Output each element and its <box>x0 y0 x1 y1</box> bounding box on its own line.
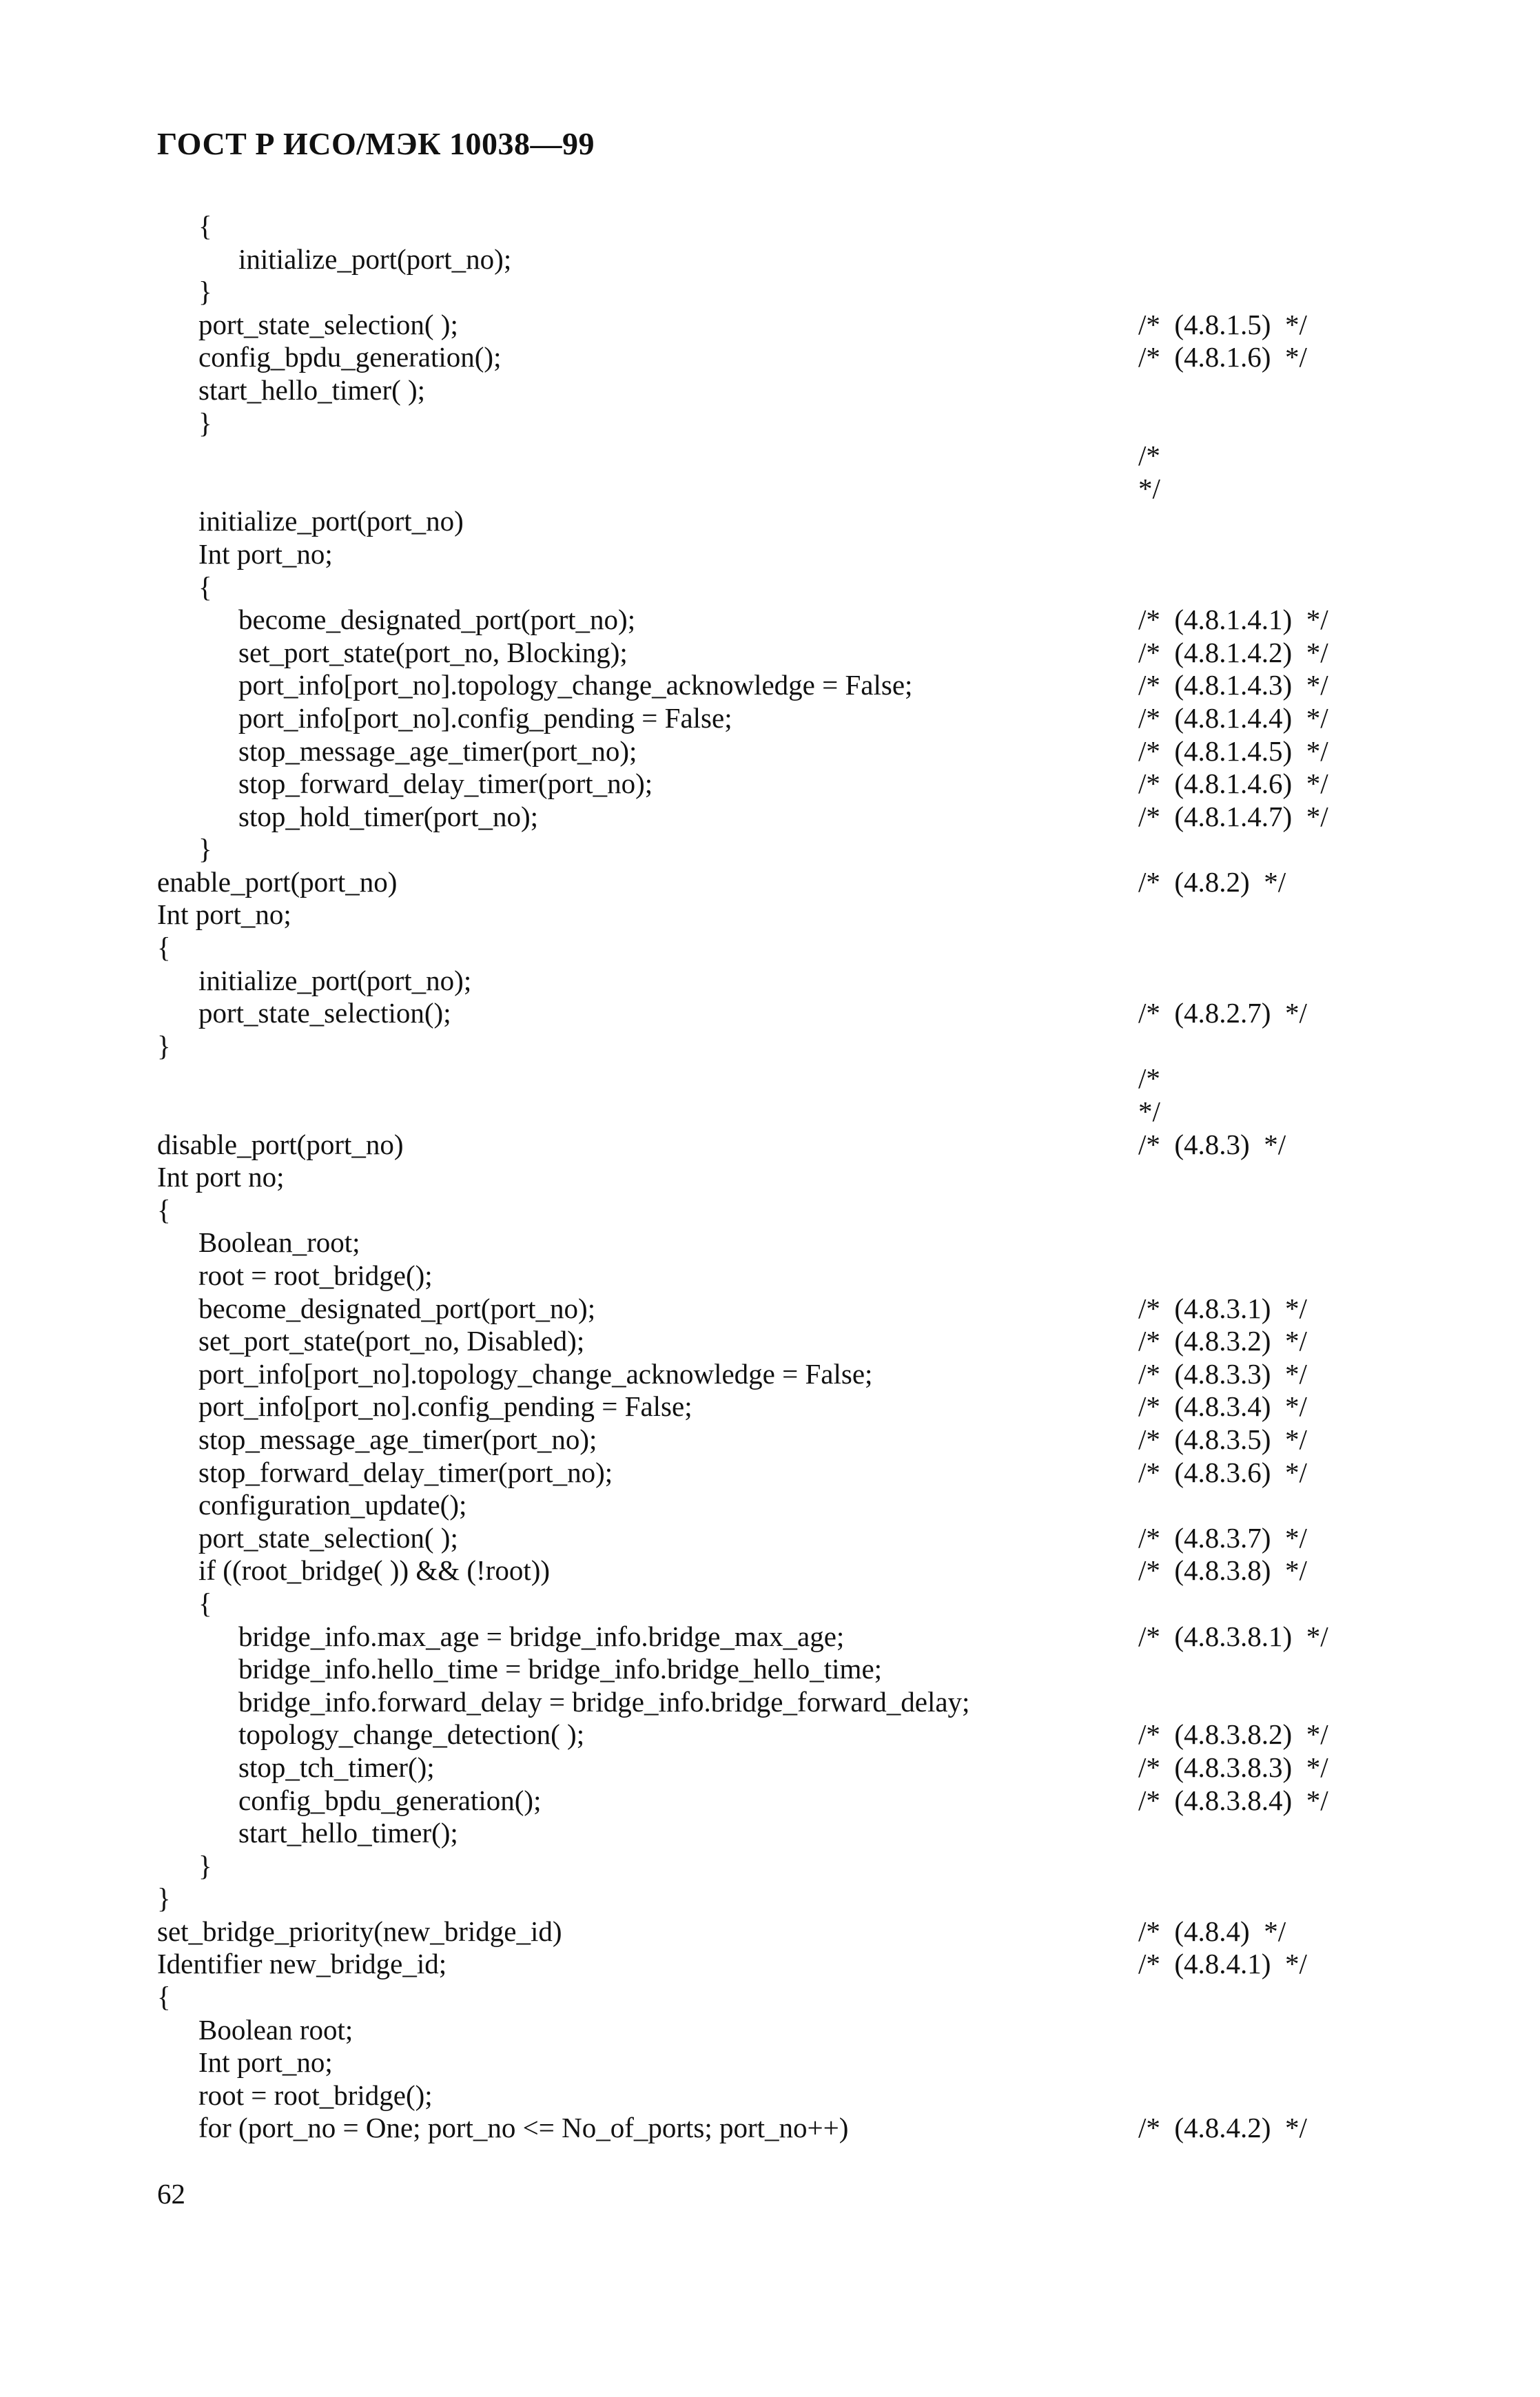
code-line <box>0 2014 1540 2047</box>
code-comment: /* (4.8.1.4.5) */ <box>1138 734 1328 767</box>
code-comment: /* (4.8.1.6) */ <box>1138 341 1307 373</box>
code-text: initialize_port(port_no); <box>198 964 472 996</box>
code-line <box>0 2112 1540 2145</box>
code-text: bridge_info.max_age = bridge_info.bridge_max_age; <box>238 1620 845 1652</box>
code-line <box>0 1915 1540 1948</box>
code-text: config_bpdu_generation(); <box>198 341 502 373</box>
code-text: port_state_selection( ); <box>198 1521 458 1554</box>
code-comment: /* (4.8.3.6) */ <box>1138 1456 1307 1488</box>
code-text: Boolean root; <box>198 2013 353 2046</box>
code-text: set_port_state(port_no, Blocking); <box>238 636 628 668</box>
code-line <box>0 505 1540 538</box>
code-line <box>0 1062 1540 1095</box>
code-text: configuration_update(); <box>198 1489 467 1521</box>
code-text: initialize_port(port_no); <box>238 243 512 275</box>
code-comment: /* (4.8.1.4.3) */ <box>1138 669 1328 701</box>
code-line <box>0 1621 1540 1654</box>
code-comment: /* (4.8.3.3) */ <box>1138 1357 1307 1390</box>
code-text: stop_tch_timer(); <box>238 1751 435 1783</box>
code-text: } <box>198 1849 212 1882</box>
code-line <box>0 1259 1540 1293</box>
code-line <box>0 1129 1540 1162</box>
code-text: } <box>157 1029 171 1062</box>
code-text: } <box>198 833 212 865</box>
code-comment: /* (4.8.3.5) */ <box>1138 1423 1307 1455</box>
code-text: } <box>198 276 212 308</box>
code-text: start_hello_timer(); <box>238 1817 458 1849</box>
code-line <box>0 276 1540 309</box>
code-comment: */ <box>1138 472 1160 504</box>
code-comment: /* (4.8.4.1) */ <box>1138 1948 1307 1980</box>
code-line <box>0 669 1540 702</box>
code-text: { <box>198 1587 212 1619</box>
code-text: set_port_state(port_no, Disabled); <box>198 1325 585 1357</box>
code-line <box>0 1226 1540 1259</box>
code-line <box>0 1161 1540 1194</box>
code-text: stop_message_age_timer(port_no); <box>238 734 637 767</box>
code-comment: /* (4.8.3.8.3) */ <box>1138 1751 1328 1783</box>
code-comment: /* <box>1138 1062 1160 1095</box>
code-text: if ((root_bridge( )) && (!root)) <box>198 1554 551 1587</box>
code-text: enable_port(port_no) <box>157 865 398 898</box>
code-line <box>0 1489 1540 1522</box>
code-line <box>0 1817 1540 1850</box>
code-text: { <box>157 932 171 964</box>
document-header: ГОСТ Р ИСО/МЭК 10038—99 <box>157 126 595 161</box>
code-line <box>0 2079 1540 2112</box>
code-text: port_state_selection( ); <box>198 308 458 340</box>
code-line <box>0 1686 1540 1719</box>
code-text: port_info[port_no].config_pending = False; <box>198 1390 692 1423</box>
code-comment: /* (4.8.3.2) */ <box>1138 1325 1307 1357</box>
code-text: port_info[port_no].config_pending = False; <box>238 701 732 734</box>
code-comment: /* (4.8.2) */ <box>1138 865 1286 898</box>
code-text: set_bridge_priority(new_bridge_id) <box>157 1915 562 1947</box>
code-line <box>0 801 1540 834</box>
code-text: { <box>198 570 212 603</box>
code-line <box>0 1358 1540 1391</box>
code-comment: /* (4.8.3.8.4) */ <box>1138 1784 1328 1816</box>
code-line <box>0 898 1540 932</box>
code-text: disable_port(port_no) <box>157 1128 404 1160</box>
code-line <box>0 1293 1540 1326</box>
code-line <box>0 735 1540 768</box>
code-line <box>0 637 1540 670</box>
code-text: } <box>198 407 212 439</box>
code-text: { <box>157 1981 171 2013</box>
code-comment: /* (4.8.2.7) */ <box>1138 997 1307 1029</box>
code-line <box>0 932 1540 965</box>
code-line <box>0 1423 1540 1457</box>
code-line <box>0 210 1540 243</box>
code-text: port_state_selection(); <box>198 997 451 1029</box>
code-line <box>0 833 1540 866</box>
code-line <box>0 1981 1540 2014</box>
code-line <box>0 1325 1540 1358</box>
code-text: { <box>198 210 212 242</box>
code-comment: /* (4.8.1.4.1) */ <box>1138 604 1328 636</box>
code-text: for (port_no = One; port_no <= No_of_ports; port_no++) <box>198 2112 849 2144</box>
code-line <box>0 1948 1540 1981</box>
code-line <box>0 309 1540 342</box>
code-text: bridge_info.forward_delay = bridge_info.bridge_forward_delay; <box>238 1685 970 1718</box>
code-text: stop_message_age_timer(port_no); <box>198 1423 597 1455</box>
code-line <box>0 965 1540 998</box>
code-text: config_bpdu_generation(); <box>238 1784 542 1816</box>
code-line <box>0 997 1540 1030</box>
page-number: 62 <box>157 2178 185 2210</box>
code-line <box>0 1554 1540 1587</box>
code-comment: /* (4.8.3.4) */ <box>1138 1390 1307 1423</box>
code-line <box>0 1457 1540 1490</box>
code-text: root = root_bridge(); <box>198 1259 433 1291</box>
code-text: become_designated_port(port_no); <box>238 604 636 636</box>
code-text: stop_hold_timer(port_no); <box>238 800 539 832</box>
code-line <box>0 2046 1540 2079</box>
code-line <box>0 1587 1540 1621</box>
code-line <box>0 1718 1540 1751</box>
code-text: port_info[port_no].topology_change_acknowledge = False; <box>198 1357 873 1390</box>
code-line <box>0 407 1540 440</box>
code-text: Boolean_root; <box>198 1226 360 1259</box>
code-line <box>0 604 1540 637</box>
code-text: Int port_no; <box>198 537 333 570</box>
code-line <box>0 1653 1540 1686</box>
code-comment: */ <box>1138 1095 1160 1128</box>
code-comment: /* (4.8.4) */ <box>1138 1915 1286 1947</box>
code-text: stop_forward_delay_timer(port_no); <box>198 1456 613 1488</box>
code-comment: /* <box>1138 440 1160 472</box>
code-line <box>0 702 1540 735</box>
code-line <box>0 1751 1540 1784</box>
code-text: bridge_info.hello_time = bridge_info.bridge_hello_time; <box>238 1653 883 1685</box>
code-line <box>0 1882 1540 1915</box>
code-comment: /* (4.8.3.7) */ <box>1138 1521 1307 1554</box>
code-line <box>0 866 1540 899</box>
code-line <box>0 243 1540 276</box>
code-comment: /* (4.8.3.8) */ <box>1138 1554 1307 1587</box>
code-text: Int port no; <box>157 1161 285 1193</box>
code-text: topology_change_detection( ); <box>238 1718 585 1751</box>
code-line <box>0 341 1540 374</box>
code-line <box>0 1784 1540 1818</box>
code-line <box>0 768 1540 801</box>
code-text: Int port_no; <box>157 898 291 931</box>
code-line <box>0 1194 1540 1227</box>
code-text: start_hello_timer( ); <box>198 373 426 406</box>
code-text: root = root_bridge(); <box>198 2079 433 2111</box>
code-line <box>0 1030 1540 1063</box>
code-comment: /* (4.8.3.8.1) */ <box>1138 1620 1328 1652</box>
code-comment: /* (4.8.1.4.7) */ <box>1138 800 1328 832</box>
code-comment: /* (4.8.1.5) */ <box>1138 308 1307 340</box>
code-line <box>0 571 1540 604</box>
code-line <box>0 374 1540 407</box>
code-text: port_info[port_no].topology_change_acknowledge = False; <box>238 669 913 701</box>
code-comment: /* (4.8.1.4.2) */ <box>1138 636 1328 668</box>
code-comment: /* (4.8.1.4.6) */ <box>1138 768 1328 800</box>
code-comment: /* (4.8.3.8.2) */ <box>1138 1718 1328 1751</box>
code-comment: /* (4.8.1.4.4) */ <box>1138 701 1328 734</box>
code-comment: /* (4.8.4.2) */ <box>1138 2112 1307 2144</box>
code-text: become_designated_port(port_no); <box>198 1292 596 1324</box>
code-listing <box>0 210 1540 2145</box>
code-line <box>0 538 1540 571</box>
code-line <box>0 1390 1540 1423</box>
code-comment: /* (4.8.3) */ <box>1138 1128 1286 1160</box>
code-line <box>0 1095 1540 1129</box>
code-text: Int port_no; <box>198 2046 333 2079</box>
code-text: } <box>157 1882 171 1915</box>
code-text: { <box>157 1193 171 1226</box>
code-text: Identifier new_bridge_id; <box>157 1948 447 1980</box>
code-text: stop_forward_delay_timer(port_no); <box>238 768 653 800</box>
code-line <box>0 1522 1540 1555</box>
code-comment: /* (4.8.3.1) */ <box>1138 1292 1307 1324</box>
code-line <box>0 440 1540 473</box>
code-line <box>0 473 1540 506</box>
code-line <box>0 1850 1540 1883</box>
code-text: initialize_port(port_no) <box>198 505 464 537</box>
